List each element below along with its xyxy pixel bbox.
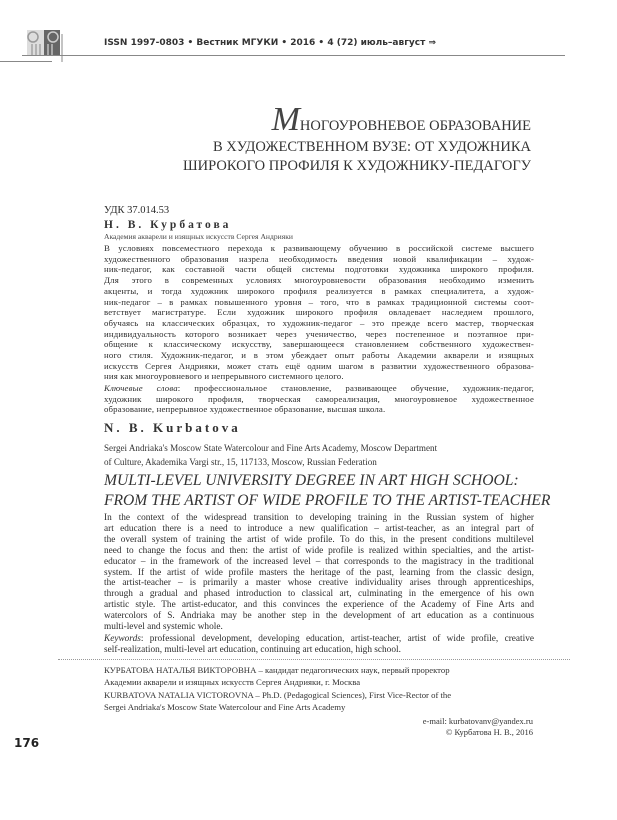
keywords-text: : professional development, developing education, artist-teacher, artist of wide profile, creative bbox=[140, 634, 534, 644]
author-info-ru bbox=[104, 665, 534, 688]
footnote-line: Sergei Andriaka's Moscow State Watercolour and Fine Arts Academy bbox=[104, 701, 346, 712]
keywords-ru bbox=[104, 383, 534, 415]
footnote-divider bbox=[58, 659, 570, 660]
keywords-line bbox=[104, 383, 534, 394]
abstract-line: artistic style. The artist-educator, and this convinces the experience of the Academy of Fine Arts and bbox=[104, 600, 534, 611]
keywords-line: self-realization, multi-level art education, continuing art education, high school. bbox=[104, 644, 401, 655]
keywords-label: Keywords bbox=[104, 634, 141, 644]
title-line: FROM THE ARTIST OF WIDE PROFILE TO THE ARTIST-TEACHER bbox=[104, 492, 551, 509]
affiliation-line: Sergei Andriaka's Moscow State Watercolour and Fine Arts Academy, Moscow Department bbox=[104, 443, 438, 453]
footnote-line: КУРБАТОВА НАТАЛЬЯ ВИКТОРОВНА – кандидат педагогических наук, первый проректор bbox=[104, 665, 450, 675]
abstract-line: through a gradual and phased introduction to classical art, culminating in the emergence of his own bbox=[104, 589, 534, 600]
title-line: В ХУДОЖЕСТВЕННОМ ВУЗЕ: ОТ ХУДОЖНИКА bbox=[212, 139, 531, 155]
title-initial: М bbox=[271, 101, 300, 138]
title-line: НОГОУРОВНЕВОЕ ОБРАЗОВАНИЕ bbox=[299, 118, 531, 134]
abstract-line: multi-level and systemic whole. bbox=[104, 622, 223, 633]
footnote-line: KURBATOVA NATALIA VICTOROVNA – Ph.D. (Pedagogical Sciences), First Vice-Rector of the bbox=[104, 690, 452, 700]
keywords-text: : профессиональное становление, развивающее обучение, художник-педагог, bbox=[177, 383, 534, 393]
abstract-line: In the context of the widespread transition to developing training in the Russian system of higher bbox=[104, 513, 534, 523]
abstract-line: В условиях повсеместного перехода к развивающему обучению в российской системе высшего bbox=[104, 243, 534, 253]
keywords-line bbox=[104, 634, 534, 645]
keywords-line: образование, непрерывное художественное образование, высшая школа. bbox=[104, 404, 386, 415]
journal-header: ISSN 1997-0803 • Вестник МГУКИ • 2016 • 4 (72) июль–август ⇒ bbox=[104, 38, 436, 48]
abstract-line: need to change the focus and then: the artist of wide profile is realized within specialties, and the artist- bbox=[104, 545, 534, 556]
page-number: 176 bbox=[14, 736, 40, 750]
abstract-ru bbox=[104, 243, 534, 382]
footnote-line: Академии акварели и изящных искусств Сергея Андрияки, г. Москва bbox=[104, 676, 361, 687]
author-name-ru: Н. В. Курбатова bbox=[104, 219, 232, 231]
abstract-line: художественного образования назрела необходимость введения новой квалификации – худож- bbox=[104, 253, 534, 264]
author-affiliation-ru: Академия акварели и изящных искусств Сергея Андрияки bbox=[104, 232, 293, 241]
abstract-line: искусств Сергея Андрияки, может стать ещё одним шагом в развитии художественного образова- bbox=[104, 360, 534, 371]
affiliation-line: of Culture, Akademika Vargi str., 15, 117133, Moscow, Russian Federation bbox=[104, 457, 377, 467]
keywords-line: художник широкого профиля, творческая самореализация, многоуровневое художественное bbox=[104, 393, 534, 404]
abstract-line: the overall system of training the artist of wide profile. To do this, in the present conditions multilevel bbox=[104, 534, 534, 545]
keywords-label: Ключевые слова bbox=[104, 383, 178, 393]
copyright: © Курбатова Н. В., 2016 bbox=[445, 727, 533, 737]
abstract-line: educator – in the framework of the increased level – that corresponds to the magistracy in the traditional bbox=[104, 556, 534, 567]
abstract-line: ник-педагог – в рамках повышенного уровня – того, что в рамках традиционной системы соот- bbox=[104, 296, 534, 307]
udk-code: УДК 37.014.53 bbox=[104, 205, 170, 216]
abstract-line: общение к классическому искусству, завершающееся становлением собственного художествен- bbox=[104, 339, 534, 350]
abstract-line: art education there is a need to introduce a new qualification – artist-teacher, as an integral part of bbox=[104, 523, 534, 534]
header-rule bbox=[22, 55, 565, 56]
author-name-en: N. B. Kurbatova bbox=[104, 420, 241, 435]
article-title-ru bbox=[183, 102, 531, 176]
header-rule-left bbox=[0, 61, 52, 62]
abstract-line: Для этого в современных условиях многоуровневости образования необходимо изменить bbox=[104, 275, 534, 286]
keywords-en bbox=[104, 634, 534, 656]
journal-logo-column-icon bbox=[24, 28, 74, 62]
abstract-line: system. If the artist of wide profile masters the heritage of the past, learning from the classic design, bbox=[104, 567, 534, 578]
abstract-line: ник-педагог, как составной части общей системы подготовки художника широкого профиля. bbox=[104, 264, 534, 275]
abstract-line: ного стиля. Художник-педагог, и в этом убеждает опыт работы Академии акварели и изящных bbox=[104, 350, 534, 361]
article-title-en bbox=[104, 471, 550, 511]
abstract-line: ния как многоуровневого и непрерывного системного целого. bbox=[104, 371, 344, 382]
author-email: e-mail: kurbatovanv@yandex.ru bbox=[422, 716, 533, 726]
abstract-line: watercolors of S. Andriaka may be another step in the development of art education as a continuous bbox=[104, 611, 534, 622]
abstract-line: the artist-teacher – is primarily a master whose creative individuality arises through apprenticeships, bbox=[104, 578, 534, 589]
title-line: ШИРОКОГО ПРОФИЛЯ К ХУДОЖНИКУ-ПЕДАГОГУ bbox=[183, 158, 531, 174]
abstract-line: обучаясь на классических образцах, то художник-педагог – это прежде всего мастер, творческая bbox=[104, 317, 534, 328]
abstract-line: акценты, и тогда художник широкого профиля реализуется в рамках специалитета, а худож- bbox=[104, 285, 534, 296]
title-line: MULTI-LEVEL UNIVERSITY DEGREE IN ART HIGH SCHOOL: bbox=[104, 472, 519, 489]
abstract-line: ветствует магистратуре. Если художник широкого профиля овладевает наследием прошлого, bbox=[104, 307, 534, 318]
author-affiliation-en bbox=[104, 441, 437, 469]
contact-block bbox=[423, 716, 533, 738]
author-info-en bbox=[104, 690, 534, 713]
abstract-en bbox=[104, 513, 534, 633]
abstract-line: индивидуальность которого возникает через ученичество, через постепенное и поэтапное при- bbox=[104, 328, 534, 339]
